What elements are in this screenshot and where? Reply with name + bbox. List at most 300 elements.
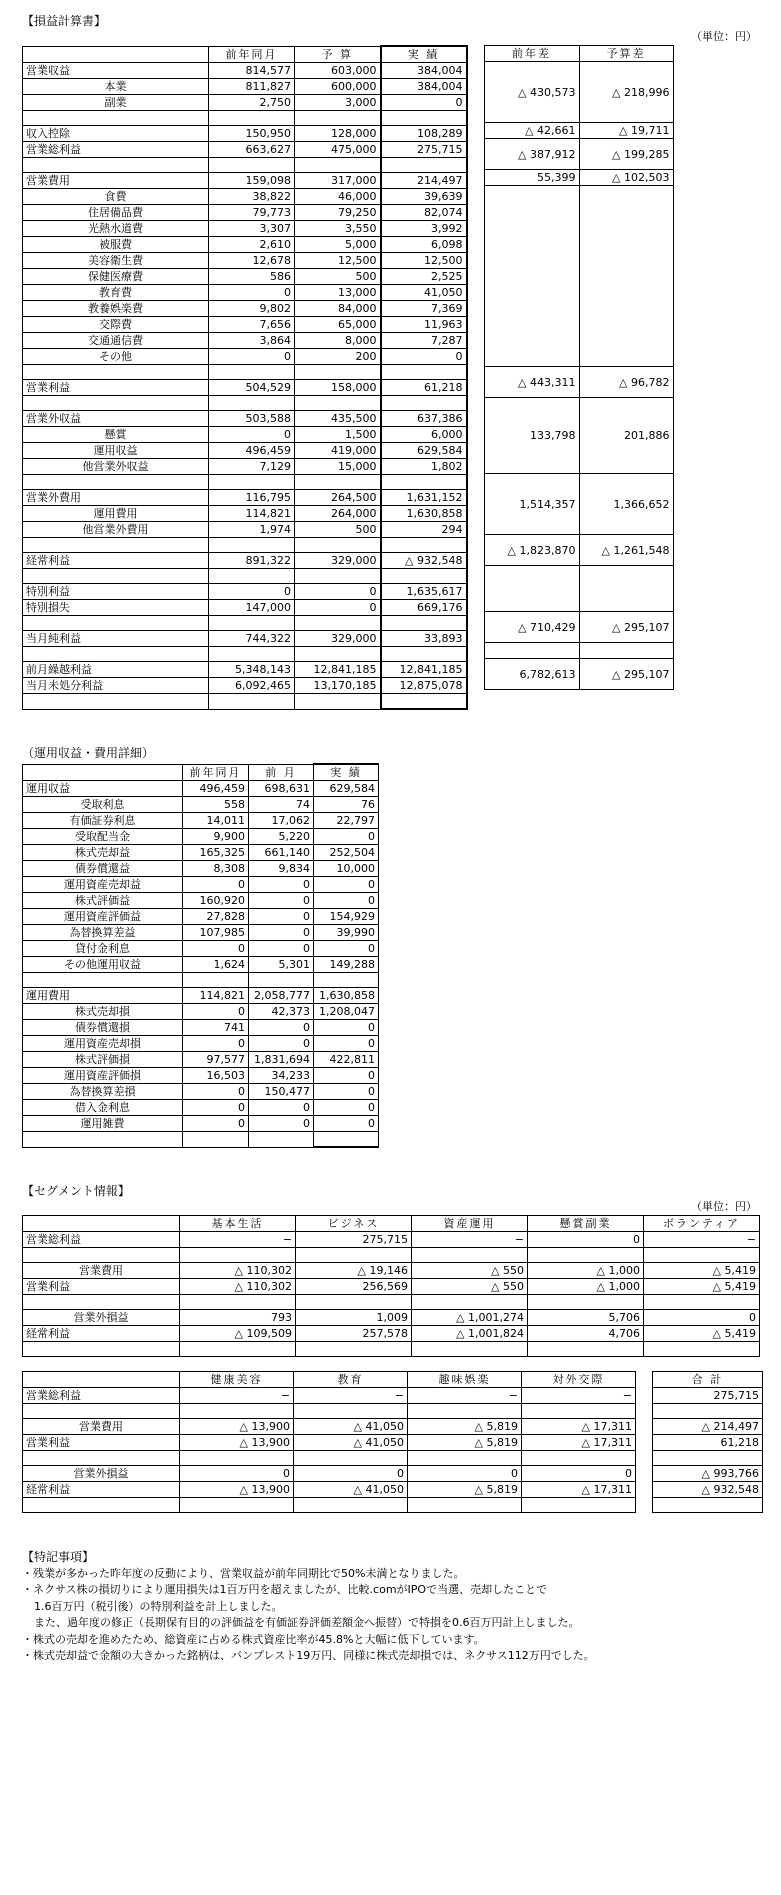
table-row [653, 1419, 763, 1435]
row-label: 営業総利益 [23, 1388, 180, 1404]
cell-segment-value [522, 1404, 636, 1419]
table-row [23, 301, 467, 317]
cell-budget-diff: △ 295,107 [579, 659, 673, 690]
table-row [484, 123, 673, 139]
row-label: 食費 [23, 189, 209, 205]
table-row [23, 797, 379, 813]
table-row [23, 142, 467, 158]
cell-segment-value: △ 5,819 [408, 1419, 522, 1435]
cell-actual: 39,990 [314, 925, 379, 941]
cell-actual [381, 111, 467, 126]
cell-segment-value: △ 41,050 [294, 1435, 408, 1451]
cell-segment-value [180, 1451, 294, 1466]
table-row [23, 662, 467, 678]
table-row [23, 333, 467, 349]
table-row [23, 522, 467, 538]
cell-prev-year: 147,000 [209, 600, 295, 616]
column-header-segment: ボランティア [644, 1216, 760, 1232]
cell-segment-value: − [408, 1388, 522, 1404]
row-label: 為替換算差損 [23, 1084, 183, 1100]
table-row [23, 490, 467, 506]
cell-actual: 0 [314, 1036, 379, 1052]
cell-actual: 384,004 [381, 79, 467, 95]
cell-segment-value [644, 1248, 760, 1263]
unit-label-pl: （単位：円） [691, 30, 757, 43]
row-label [23, 973, 183, 988]
table-row [23, 189, 467, 205]
row-label: 経常利益 [23, 553, 209, 569]
cell-prev-year [209, 569, 295, 584]
cell-prev-month: 0 [249, 877, 314, 893]
cell-actual [381, 569, 467, 584]
cell-segment-value: △ 13,900 [180, 1482, 294, 1498]
column-header-budget-diff: 予算差 [579, 46, 673, 62]
cell-prev-month: 698,631 [249, 781, 314, 797]
cell-yoy-diff: △ 710,429 [484, 612, 579, 643]
row-label: 営業外収益 [23, 411, 209, 427]
cell-prev-year [209, 616, 295, 631]
cell-actual: 108,289 [381, 126, 467, 142]
table-row [23, 427, 467, 443]
table-row [23, 957, 379, 973]
cell-actual: 0 [314, 941, 379, 957]
pl-tables-row [22, 45, 781, 710]
cell-budget [295, 111, 381, 126]
table-row [23, 1263, 760, 1279]
cell-prev-month: 42,373 [249, 1004, 314, 1020]
row-label: 運用資産評価損 [23, 1068, 183, 1084]
cell-segment-value: △ 110,302 [180, 1263, 296, 1279]
row-label: 交通通信費 [23, 333, 209, 349]
cell-yoy-diff: 6,782,613 [484, 659, 579, 690]
cell-budget-diff: △ 96,782 [579, 367, 673, 398]
spacer-row [23, 475, 467, 490]
cell-prev-year: 3,864 [209, 333, 295, 349]
cell-budget-diff: △ 199,285 [579, 139, 673, 170]
cell-prev-month: 9,834 [249, 861, 314, 877]
cell-budget-diff [579, 186, 673, 367]
cell-budget: 12,841,185 [295, 662, 381, 678]
spacer-row [23, 1248, 760, 1263]
cell-segment-value [528, 1248, 644, 1263]
cell-actual: 0 [314, 1084, 379, 1100]
row-label: 他営業外収益 [23, 459, 209, 475]
row-label [23, 616, 209, 631]
row-label: 当月未処分利益 [23, 678, 209, 694]
row-label: 株式評価益 [23, 893, 183, 909]
table-row [23, 877, 379, 893]
table-row [23, 269, 467, 285]
column-header-actual: 実 績 [314, 764, 379, 781]
cell-segment-value [296, 1342, 412, 1357]
cell-prev-year: 7,129 [209, 459, 295, 475]
table-row [23, 813, 379, 829]
cell-budget [295, 647, 381, 662]
cell-segment-value: 0 [644, 1310, 760, 1326]
cell-budget [295, 365, 381, 380]
row-label [23, 158, 209, 173]
spacer-row [23, 569, 467, 584]
segment-gap [0, 1357, 781, 1371]
cell-segment-value [180, 1295, 296, 1310]
table-row [23, 1100, 379, 1116]
cell-prev-year: 0 [183, 1100, 249, 1116]
unit-label-segment: （単位：円） [691, 1200, 757, 1213]
cell-budget: 264,000 [295, 506, 381, 522]
note-line: ・残業が多かった昨年度の反動により、営業収益が前年同期比で50%未満となりました。 [22, 1566, 465, 1580]
table-row [23, 1084, 379, 1100]
row-label: 経常利益 [23, 1482, 180, 1498]
cell-prev-month: 0 [249, 941, 314, 957]
cell-segment-value [644, 1342, 760, 1357]
row-label: 特別損失 [23, 600, 209, 616]
cell-prev-month: 5,220 [249, 829, 314, 845]
spacer-row [23, 1342, 760, 1357]
cell-prev-year: 891,322 [209, 553, 295, 569]
segment-table-1 [22, 1215, 760, 1357]
cell-segment-value: 257,578 [296, 1326, 412, 1342]
cell-prev-year: 5,348,143 [209, 662, 295, 678]
cell-budget: 200 [295, 349, 381, 365]
table-row [23, 1020, 379, 1036]
cell-actual: 7,369 [381, 301, 467, 317]
cell-actual [381, 365, 467, 380]
row-label: 教養娯楽費 [23, 301, 209, 317]
cell-actual: 2,525 [381, 269, 467, 285]
cell-actual: 33,893 [381, 631, 467, 647]
cell-segment-value [412, 1342, 528, 1357]
cell-budget: 13,000 [295, 285, 381, 301]
cell-prev-year: 0 [183, 1116, 249, 1132]
table-row [23, 893, 379, 909]
cell-actual: 629,584 [381, 443, 467, 459]
row-label [23, 569, 209, 584]
cell-budget [295, 616, 381, 631]
cell-segment-value: △ 41,050 [294, 1419, 408, 1435]
cell-actual [381, 158, 467, 173]
cell-prev-year: 0 [183, 877, 249, 893]
spacer-row [23, 111, 467, 126]
table-row [23, 1435, 636, 1451]
row-label: 光熱水道費 [23, 221, 209, 237]
row-label [23, 647, 209, 662]
section-title-pl: 【損益計算書】 [22, 14, 107, 28]
row-label: 営業費用 [23, 1263, 180, 1279]
cell-actual: 275,715 [381, 142, 467, 158]
table-row [23, 988, 379, 1004]
cell-prev-year: 2,610 [209, 237, 295, 253]
spacer-row [23, 647, 467, 662]
cell-prev-year: 27,828 [183, 909, 249, 925]
cell-segment-value [412, 1248, 528, 1263]
cell-segment-value [180, 1248, 296, 1263]
cell-segment-value [408, 1498, 522, 1513]
row-label [23, 1404, 180, 1419]
cell-actual: 0 [314, 829, 379, 845]
column-header-blank [23, 46, 209, 63]
cell-segment-value: △ 17,311 [522, 1419, 636, 1435]
cell-segment-value: 0 [180, 1466, 294, 1482]
cell-actual: 61,218 [381, 380, 467, 396]
spacer-row [653, 1451, 763, 1466]
column-header-blank [23, 1216, 180, 1232]
cell-budget: 15,000 [295, 459, 381, 475]
cell-segment-value: △ 13,900 [180, 1419, 294, 1435]
cell-budget-diff: △ 19,711 [579, 123, 673, 139]
cell-budget-diff: △ 102,503 [579, 170, 673, 186]
cell-budget: 1,500 [295, 427, 381, 443]
cell-actual: 10,000 [314, 861, 379, 877]
cell-prev-year [209, 396, 295, 411]
row-label [23, 1498, 180, 1513]
cell-prev-year: 116,795 [209, 490, 295, 506]
cell-budget: 8,000 [295, 333, 381, 349]
row-label [23, 1342, 180, 1357]
table-row [23, 126, 467, 142]
cell-actual: 82,074 [381, 205, 467, 221]
cell-prev-month: 150,477 [249, 1084, 314, 1100]
cell-actual: 154,929 [314, 909, 379, 925]
cell-prev-year: 811,827 [209, 79, 295, 95]
note-line: ・株式の売却を進めたため、総資産に占める株式資産比率が45.8%と大幅に低下しています。 [22, 1632, 485, 1646]
segment1-wrap [22, 1215, 781, 1357]
table-row [23, 631, 467, 647]
cell-prev-year: 496,459 [209, 443, 295, 459]
cell-segment-value: △ 5,419 [644, 1279, 760, 1295]
row-label: 前月繰越利益 [23, 662, 209, 678]
cell-actual [381, 538, 467, 553]
cell-prev-year: 0 [183, 1036, 249, 1052]
row-label: 債券償還益 [23, 861, 183, 877]
cell-actual: 41,050 [381, 285, 467, 301]
row-label: 為替換算差益 [23, 925, 183, 941]
cell-segment-value: 0 [408, 1466, 522, 1482]
cell-segment-value: △ 1,000 [528, 1279, 644, 1295]
table-row [23, 506, 467, 522]
table-row [23, 845, 379, 861]
cell-prev-year: 2,750 [209, 95, 295, 111]
table-row [23, 411, 467, 427]
cell-segment-value: △ 41,050 [294, 1482, 408, 1498]
cell-segment-value: △ 19,146 [296, 1263, 412, 1279]
table-row [23, 925, 379, 941]
spacer-row [23, 1132, 379, 1148]
cell-yoy-diff: △ 430,573 [484, 62, 579, 123]
cell-budget: 13,170,185 [295, 678, 381, 694]
row-label: 営業総利益 [23, 142, 209, 158]
unyou-table-wrap [22, 763, 781, 1148]
row-label [23, 694, 209, 710]
cell-budget: 12,500 [295, 253, 381, 269]
cell-segment-value: 0 [528, 1232, 644, 1248]
column-header-prev-month: 前 月 [249, 764, 314, 781]
table-row [23, 553, 467, 569]
spacer-row [653, 1498, 763, 1513]
cell-prev-year: 165,325 [183, 845, 249, 861]
table-header-row [484, 46, 673, 62]
section-title-segment: 【セグメント情報】 [22, 1184, 130, 1198]
column-header-segment: 健康美容 [180, 1372, 294, 1388]
cell-budget: 435,500 [295, 411, 381, 427]
spacer-row [23, 365, 467, 380]
row-label [23, 396, 209, 411]
cell-segment-value: △ 5,419 [644, 1263, 760, 1279]
cell-prev-month [249, 973, 314, 988]
cell-actual: 12,875,078 [381, 678, 467, 694]
table-row [23, 443, 467, 459]
table-row [23, 221, 467, 237]
table-row [484, 643, 673, 659]
spacer-row [23, 1451, 636, 1466]
row-label [23, 365, 209, 380]
cell-budget: 3,000 [295, 95, 381, 111]
cell-segment-value [408, 1451, 522, 1466]
cell-budget: 329,000 [295, 553, 381, 569]
cell-actual: 6,098 [381, 237, 467, 253]
notes-block [22, 1549, 781, 1665]
cell-prev-year: 9,900 [183, 829, 249, 845]
cell-actual: 214,497 [381, 173, 467, 189]
table-row [23, 909, 379, 925]
table-row [23, 459, 467, 475]
table-row [484, 170, 673, 186]
table-row [23, 253, 467, 269]
cell-segment-value [296, 1248, 412, 1263]
segment-total-table [652, 1371, 763, 1513]
cell-prev-year: 504,529 [209, 380, 295, 396]
table-row [23, 1068, 379, 1084]
column-header-total: 合 計 [653, 1372, 763, 1388]
row-label [23, 111, 209, 126]
cell-yoy-diff [484, 186, 579, 367]
cell-actual: 0 [381, 349, 467, 365]
table-row [23, 861, 379, 877]
cell-prev-year [183, 1132, 249, 1148]
cell-prev-year: 663,627 [209, 142, 295, 158]
cell-budget: 500 [295, 522, 381, 538]
cell-segment-value: − [180, 1232, 296, 1248]
cell-budget: 158,000 [295, 380, 381, 396]
cell-prev-year [209, 111, 295, 126]
row-label: 美容衛生費 [23, 253, 209, 269]
cell-segment-value: 793 [180, 1310, 296, 1326]
cell-prev-year: 0 [209, 349, 295, 365]
cell-prev-year [209, 475, 295, 490]
row-label [23, 1451, 180, 1466]
note-line: ・ネクサス株の損切りにより運用損失は1百万円を超えましたが、比較.comがIPOで当選、売却したことで [22, 1583, 548, 1596]
cell-budget-diff: △ 1,261,548 [579, 535, 673, 566]
spacer-row [23, 396, 467, 411]
row-label [23, 475, 209, 490]
spacer-row [23, 616, 467, 631]
cell-actual: 0 [314, 1100, 379, 1116]
table-row [653, 1388, 763, 1404]
cell-prev-year: 503,588 [209, 411, 295, 427]
cell-segment-value: △ 110,302 [180, 1279, 296, 1295]
cell-prev-year: 3,307 [209, 221, 295, 237]
column-header-segment: 対外交際 [522, 1372, 636, 1388]
cell-segment-value: − [412, 1232, 528, 1248]
cell-budget: 3,550 [295, 221, 381, 237]
cell-prev-year: 0 [183, 941, 249, 957]
row-label: 他営業外費用 [23, 522, 209, 538]
table-header-row [23, 1216, 760, 1232]
table-header-row [23, 1372, 636, 1388]
cell-prev-year: 7,656 [209, 317, 295, 333]
row-label: 運用資産売却損 [23, 1036, 183, 1052]
cell-prev-year: 79,773 [209, 205, 295, 221]
cell-budget [295, 158, 381, 173]
cell-segment-value: △ 5,819 [408, 1435, 522, 1451]
cell-total-value: 275,715 [653, 1388, 763, 1404]
segment2-wrap [22, 1371, 781, 1513]
cell-actual: 76 [314, 797, 379, 813]
cell-segment-value: △ 1,001,274 [412, 1310, 528, 1326]
cell-yoy-diff: 1,514,357 [484, 474, 579, 535]
cell-budget: 600,000 [295, 79, 381, 95]
row-label [23, 538, 209, 553]
cell-segment-value: △ 1,000 [528, 1263, 644, 1279]
cell-prev-month [249, 1132, 314, 1148]
row-label [23, 1132, 183, 1148]
row-label: 株式評価損 [23, 1052, 183, 1068]
cell-budget-diff: 201,886 [579, 398, 673, 474]
cell-budget-diff: 1,366,652 [579, 474, 673, 535]
section-spacer-3 [0, 1513, 781, 1549]
spacer-row [23, 1295, 760, 1310]
table-row [23, 1326, 760, 1342]
cell-total-value [653, 1451, 763, 1466]
cell-prev-year [209, 694, 295, 710]
cell-segment-value: 5,706 [528, 1310, 644, 1326]
table-row [23, 1419, 636, 1435]
row-label: 株式売却益 [23, 845, 183, 861]
cell-budget [295, 694, 381, 710]
cell-actual: 1,635,617 [381, 584, 467, 600]
cell-prev-year [183, 973, 249, 988]
cell-budget: 264,500 [295, 490, 381, 506]
row-label: 営業利益 [23, 1279, 180, 1295]
cell-actual: 6,000 [381, 427, 467, 443]
section-spacer-1 [0, 710, 781, 746]
column-header-segment: 教育 [294, 1372, 408, 1388]
table-row [23, 237, 467, 253]
cell-segment-value: 0 [522, 1466, 636, 1482]
table-row [23, 285, 467, 301]
cell-prev-year [209, 647, 295, 662]
cell-segment-value: 1,009 [296, 1310, 412, 1326]
cell-actual: 0 [314, 1020, 379, 1036]
cell-actual: 0 [314, 877, 379, 893]
cell-prev-year: 114,821 [209, 506, 295, 522]
cell-segment-value [412, 1295, 528, 1310]
row-label [23, 1248, 180, 1263]
variance-table [484, 45, 674, 690]
cell-prev-year: 159,098 [209, 173, 295, 189]
cell-prev-year: 814,577 [209, 63, 295, 79]
cell-total-value: △ 932,548 [653, 1482, 763, 1498]
row-label: 営業総利益 [23, 1232, 180, 1248]
cell-prev-month: 0 [249, 1100, 314, 1116]
cell-actual: 629,584 [314, 781, 379, 797]
table-row [23, 678, 467, 694]
cell-prev-year: 97,577 [183, 1052, 249, 1068]
table-row [23, 79, 467, 95]
row-label: 受取配当金 [23, 829, 183, 845]
cell-total-value: △ 993,766 [653, 1466, 763, 1482]
cell-prev-year: 114,821 [183, 988, 249, 1004]
cell-prev-month: 0 [249, 1020, 314, 1036]
